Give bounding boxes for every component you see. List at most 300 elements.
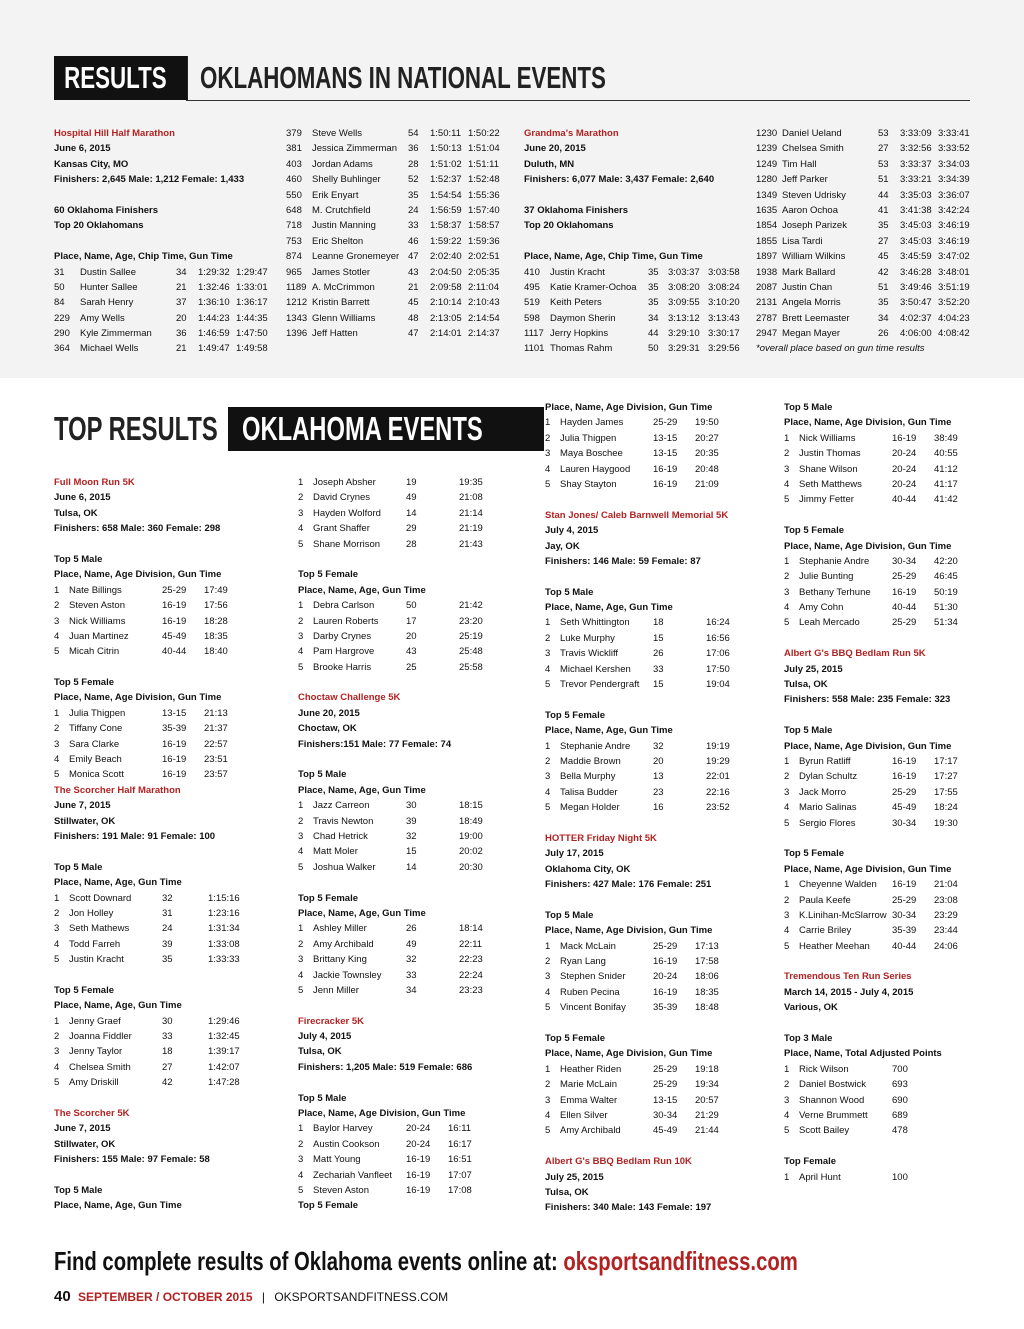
spacer	[298, 1075, 530, 1090]
cell: 3	[545, 648, 551, 660]
result-row	[54, 1029, 286, 1044]
cell: Jimmy Fetter	[799, 494, 854, 506]
result-row	[545, 1062, 777, 1077]
grandmas-column-2	[756, 126, 978, 357]
cell: 30	[162, 1015, 173, 1027]
cell: 23:20	[459, 615, 483, 627]
section-label: Finishers: 146 Male: 59 Female: 87	[545, 555, 701, 567]
cell: 18:28	[204, 615, 228, 627]
cell: 16:17	[448, 1138, 472, 1150]
spacer	[54, 968, 286, 983]
cell: Justin Kracht	[69, 954, 124, 966]
footer-banner	[54, 1246, 798, 1277]
cell: 3:08:20	[668, 281, 700, 293]
section-label: Top 5 Female	[54, 984, 115, 996]
result-row	[784, 908, 1016, 923]
section-label: July 4, 2015	[545, 525, 599, 537]
cell: 16-19	[653, 478, 678, 490]
spacer	[298, 675, 530, 690]
section-label: June 6, 2015	[54, 492, 111, 504]
result-row	[286, 311, 508, 326]
cell: 1:54:54	[430, 189, 462, 201]
cell: 3:13:12	[668, 312, 700, 324]
cell: 40-44	[892, 494, 917, 506]
result-row	[54, 583, 286, 598]
cell: 21	[176, 281, 187, 293]
cell: 18:15	[459, 800, 483, 812]
site-url: OKSPORTSANDFITNESS.COM	[274, 1290, 449, 1304]
cell: 35	[162, 954, 173, 966]
cell: 5	[298, 661, 304, 673]
cell: 20:35	[695, 448, 719, 460]
cell: 2	[545, 432, 551, 444]
cell: Trevor Pendergraft	[560, 679, 640, 691]
result-row	[545, 1108, 777, 1123]
section-label: Top 5 Male	[298, 769, 347, 781]
cell: 25-29	[892, 786, 917, 798]
cell: 5	[784, 940, 790, 952]
cell: 1	[298, 600, 304, 612]
cell: 16-19	[162, 754, 187, 766]
cell: 50	[406, 600, 417, 612]
section-label: June 7, 2015	[54, 800, 111, 812]
cell: Jon Holley	[69, 907, 114, 919]
cell: 3:49:46	[900, 281, 932, 293]
cell: 1:50:13	[430, 143, 462, 155]
national-title: OKLAHOMANS IN NATIONAL EVENTS	[200, 60, 606, 95]
cell: 17:07	[448, 1169, 472, 1181]
cell: 42	[878, 266, 889, 278]
cell: 1:58:37	[430, 220, 462, 232]
cell: 5	[54, 769, 60, 781]
cell: 49	[406, 938, 417, 950]
cell: 3:34:03	[938, 158, 970, 170]
result-row	[54, 341, 276, 356]
cell: Nick Williams	[69, 615, 126, 627]
cell: Stephanie Andre	[799, 555, 870, 567]
section-label: Place, Name, Age Division, Gun Time	[545, 402, 713, 413]
cell: Justin Manning	[312, 220, 376, 232]
footer-site-link[interactable]: oksportsandfitness.com	[563, 1246, 798, 1276]
cell: 1:57:40	[468, 204, 500, 216]
result-row	[784, 816, 1016, 831]
result-row	[54, 1060, 286, 1075]
result-row	[756, 157, 978, 172]
cell: 20-24	[892, 448, 917, 460]
result-row	[756, 326, 978, 341]
cell: 4	[54, 754, 60, 766]
spacer	[54, 1168, 286, 1183]
hospital-hill-column	[54, 126, 276, 357]
cell: 4	[54, 938, 60, 950]
result-row	[524, 265, 746, 280]
cell: 13-15	[653, 448, 678, 460]
gun-time-note: *overall place based on gun time results	[756, 343, 925, 355]
result-row	[756, 141, 978, 156]
cell: 16-19	[406, 1184, 431, 1196]
cell: 718	[286, 220, 302, 232]
cell: 16-19	[653, 956, 678, 968]
result-row	[784, 1170, 1016, 1185]
cell: 5	[298, 984, 304, 996]
race-title: Tremendous Ten Run Series	[784, 971, 912, 983]
column-header: Place, Name, Age, Chip Time, Gun Time	[524, 251, 703, 263]
cell: 4	[298, 523, 304, 535]
cell: 46	[408, 235, 419, 247]
section-label: Place, Name, Age Division, Gun Time	[298, 1108, 466, 1120]
cell: Dustin Sallee	[80, 266, 136, 278]
cell: Kristin Barrett	[312, 297, 370, 309]
section-label: Various, OK	[784, 1002, 838, 1014]
cell: 20-24	[892, 478, 917, 490]
cell: 20-24	[892, 463, 917, 475]
cell: 1:47:50	[236, 328, 268, 340]
result-row	[545, 477, 777, 492]
cell: 18:14	[459, 923, 483, 935]
cell: 3	[298, 830, 304, 842]
cell: Leah Mercado	[799, 617, 860, 629]
cell: 16-19	[653, 463, 678, 475]
cell: 1:51:02	[430, 158, 462, 170]
section-label: Finishers: 658 Male: 360 Female: 298	[54, 523, 221, 535]
cell: 25:19	[459, 630, 483, 642]
cell: Brittany King	[313, 954, 367, 966]
cell: 23:23	[459, 984, 483, 996]
cell: 5	[298, 1184, 304, 1196]
cell: April Hunt	[799, 1171, 841, 1183]
cell: 24:06	[934, 940, 958, 952]
result-row	[545, 939, 777, 954]
spacer	[545, 1016, 777, 1031]
section-label: Finishers:151 Male: 77 Female: 74	[298, 738, 452, 750]
cell: 1:29:47	[236, 266, 268, 278]
section-label: Finishers: 191 Male: 91 Female: 100	[54, 830, 216, 842]
cell: 15	[406, 846, 417, 858]
cell: Matt Moler	[313, 846, 358, 858]
cell: 5	[545, 1002, 551, 1014]
cell: Amy Driskill	[69, 1077, 119, 1089]
cell: 25	[406, 661, 417, 673]
race-title: The Scorcher Half Marathon	[54, 784, 181, 796]
cell: 35	[648, 281, 659, 293]
cell: 2947	[756, 328, 778, 340]
cell: 35	[648, 297, 659, 309]
cell: 14	[406, 507, 417, 519]
cell: 16-19	[162, 738, 187, 750]
race-title: Albert G's BBQ Bedlam Run 10K	[545, 1156, 692, 1168]
cell: Daniel Ueland	[782, 128, 842, 139]
cell: Daymon Sherin	[550, 312, 616, 324]
cell: 50	[648, 343, 659, 355]
cell: 2:05:35	[468, 266, 500, 278]
cell: 1:29:32	[198, 266, 230, 278]
cell: 1:55:36	[468, 189, 500, 201]
cell: Glenn Williams	[312, 312, 376, 324]
footer-text: Find complete results of Oklahoma events online at:	[54, 1246, 564, 1276]
cell: 19:19	[706, 740, 730, 752]
result-row	[784, 1062, 1016, 1077]
cell: 3:29:10	[668, 328, 700, 340]
cell: Nick Williams	[799, 432, 856, 444]
cell: 403	[286, 158, 302, 170]
result-row	[524, 326, 746, 341]
cell: 4	[54, 630, 60, 642]
local-column-3	[545, 400, 777, 1216]
cell: 1	[54, 707, 60, 719]
page-number: 40	[54, 1288, 71, 1305]
cell: Vincent Bonifay	[560, 1002, 626, 1014]
cell: 16-19	[162, 615, 187, 627]
result-row	[756, 280, 978, 295]
cell: 3	[545, 448, 551, 460]
result-row	[784, 1077, 1016, 1092]
cell: Shay Stayton	[560, 478, 617, 490]
cell: Emily Beach	[69, 754, 122, 766]
result-row	[54, 737, 286, 752]
race-title: Choctaw Challenge 5K	[298, 692, 401, 704]
cell: 1212	[286, 297, 308, 309]
cell: Julie Bunting	[799, 571, 854, 583]
cell: 25-29	[653, 1063, 678, 1075]
section-label: Place, Name, Age Division, Gun Time	[545, 1048, 713, 1060]
cell: 53	[878, 128, 889, 139]
ok-finishers: 60 Oklahoma Finishers	[54, 204, 159, 216]
cell: 26	[653, 648, 664, 660]
section-label: Top 5 Female	[545, 709, 606, 721]
grandmas-column	[524, 126, 746, 357]
cell: 598	[524, 312, 540, 324]
cell: 1:33:01	[236, 281, 268, 293]
cell: 2131	[756, 297, 778, 309]
cell: 35	[878, 297, 889, 309]
cell: Micah Citrin	[69, 646, 120, 658]
cell: 1:33:08	[208, 938, 240, 950]
result-row	[298, 952, 530, 967]
result-row	[784, 615, 1016, 630]
cell: Justin Thomas	[799, 448, 861, 460]
cell: 20-24	[653, 971, 678, 983]
race-title: Hospital Hill Half Marathon	[54, 128, 175, 139]
cell: 21	[176, 343, 187, 355]
cell: 4:08:42	[938, 328, 970, 340]
result-row	[756, 188, 978, 203]
cell: 1:59:36	[468, 235, 500, 247]
cell: 1	[784, 1063, 790, 1075]
cell: 13	[653, 771, 664, 783]
cell: 2	[298, 1138, 304, 1150]
cell: Maya Boschee	[560, 448, 623, 460]
cell: Brett Leemaster	[782, 312, 850, 324]
cell: Rick Wilson	[799, 1063, 849, 1075]
cell: 3:52:20	[938, 297, 970, 309]
cell: 1:44:35	[236, 312, 268, 324]
cell: 5	[784, 617, 790, 629]
section-label: Place, Name, Age, Gun Time	[298, 784, 426, 796]
cell: Jenn Miller	[313, 984, 359, 996]
result-row	[545, 800, 777, 815]
race-title: Grandma's Marathon	[524, 128, 619, 139]
section-label: Place, Name, Age Division, Gun Time	[784, 740, 952, 752]
cell: 21:14	[459, 507, 483, 519]
cell: 4	[545, 663, 551, 675]
section-label: June 7, 2015	[54, 1123, 111, 1135]
cell: Scott Downard	[69, 892, 132, 904]
cell: 3:46:28	[900, 266, 932, 278]
cell: 17:27	[934, 771, 958, 783]
cell: Thomas Rahm	[550, 343, 613, 355]
cell: 3:03:37	[668, 266, 700, 278]
cell: 519	[524, 297, 540, 309]
cell: 3	[784, 909, 790, 921]
cell: 3:29:56	[708, 343, 740, 355]
cell: M. Crutchfield	[312, 204, 371, 216]
cell: 965	[286, 266, 302, 278]
cell: 1897	[756, 251, 778, 263]
cell: 381	[286, 143, 302, 155]
section-label: Top 5 Male	[545, 909, 594, 921]
cell: 29	[406, 523, 417, 535]
cell: 3:33:37	[900, 158, 932, 170]
cell: 2787	[756, 312, 778, 324]
race-finishers: Finishers: 6,077 Male: 3,437 Female: 2,640	[524, 174, 715, 186]
cell: 33	[162, 1031, 173, 1043]
cell: 25:48	[459, 646, 483, 658]
cell: 4	[784, 925, 790, 937]
cell: 1938	[756, 266, 778, 278]
result-row	[298, 844, 530, 859]
cell: 22:57	[204, 738, 228, 750]
cell: Grant Shaffer	[313, 523, 370, 535]
section-label: July 17, 2015	[545, 848, 604, 860]
cell: 4	[54, 1061, 60, 1073]
cell: 1230	[756, 128, 778, 139]
cell: Marie McLain	[560, 1079, 618, 1091]
cell: Amy Cohn	[799, 602, 844, 614]
cell: Lauren Roberts	[313, 615, 379, 627]
cell: Eric Shelton	[312, 235, 364, 247]
result-row	[286, 218, 508, 233]
cell: 16-19	[406, 1169, 431, 1181]
spacer	[54, 234, 276, 249]
spacer	[298, 752, 530, 767]
cell: 4	[545, 463, 551, 475]
cell: 23:52	[706, 802, 730, 814]
section-label: Place, Name, Age Division, Gun Time	[54, 569, 222, 581]
cell: 1	[298, 923, 304, 935]
cell: 34	[878, 312, 889, 324]
cell: 3:33:41	[938, 128, 970, 139]
section-label: Place, Name, Age Division, Gun Time	[784, 540, 952, 552]
section-label: Tulsa, OK	[54, 507, 98, 519]
cell: Austin Cookson	[313, 1138, 380, 1150]
cell: 84	[54, 297, 65, 309]
cell: 2:13:05	[430, 312, 462, 324]
cell: 32	[653, 740, 664, 752]
section-label: Tulsa, OK	[784, 679, 828, 691]
cell: Dylan Schultz	[799, 771, 858, 783]
result-row	[545, 662, 777, 677]
cell: 30	[406, 800, 417, 812]
cell: 16:11	[448, 1123, 472, 1135]
section-label: Top 5 Female	[784, 525, 845, 537]
section-label: Top Female	[784, 1156, 837, 1168]
cell: 1	[54, 584, 60, 596]
cell: 17:56	[204, 600, 228, 612]
section-label: Place, Name, Age Division, Gun Time	[545, 925, 713, 937]
cell: 3:33:09	[900, 128, 932, 139]
section-label: Top 5 Male	[54, 1184, 103, 1196]
spacer	[784, 508, 1016, 523]
section-label: Finishers: 558 Male: 235 Female: 323	[784, 694, 951, 706]
cell: 1280	[756, 174, 778, 186]
result-row	[286, 188, 508, 203]
cell: Todd Farreh	[69, 938, 121, 950]
result-row	[54, 295, 276, 310]
result-row	[54, 326, 276, 341]
cell: 35-39	[162, 723, 187, 735]
cell: Jenny Taylor	[69, 1046, 123, 1058]
cell: 28	[406, 538, 417, 550]
cell: 1635	[756, 204, 778, 216]
result-row	[545, 739, 777, 754]
cell: 1117	[524, 328, 544, 340]
cell: 21:37	[204, 723, 228, 735]
cell: 3	[545, 1094, 551, 1106]
cell: 1349	[756, 189, 778, 201]
cell: Seth Mathews	[69, 923, 130, 935]
cell: 21:42	[459, 600, 483, 612]
cell: 30-34	[892, 817, 917, 829]
cell: 5	[54, 954, 60, 966]
top-label: Top 20 Oklahomans	[524, 220, 614, 232]
cell: 1:52:37	[430, 174, 462, 186]
result-row	[286, 141, 508, 156]
cell: 18:40	[204, 646, 228, 658]
result-row	[784, 769, 1016, 784]
result-row	[286, 157, 508, 172]
result-row	[784, 1093, 1016, 1108]
result-row	[298, 829, 530, 844]
cell: 1:49:47	[198, 343, 230, 355]
cell: 19:50	[695, 417, 719, 429]
cell: 3	[54, 1046, 60, 1058]
race-title: HOTTER Friday Night 5K	[545, 832, 657, 844]
cell: Steven Aston	[69, 600, 125, 612]
cell: 16-19	[892, 771, 917, 783]
cell: 17:58	[695, 956, 719, 968]
cell: 690	[892, 1094, 908, 1106]
cell: Joseph Absher	[313, 477, 376, 488]
cell: 44	[648, 328, 659, 340]
section-label: Top 5 Female	[298, 1200, 359, 1212]
cell: Scott Bailey	[799, 1125, 850, 1137]
cell: 28	[408, 158, 419, 170]
cell: 4	[784, 1109, 790, 1121]
result-row	[54, 644, 286, 659]
cell: 21:44	[695, 1125, 719, 1137]
top-results-title: TOP RESULTS	[54, 410, 218, 447]
result-row	[298, 1183, 530, 1198]
result-row	[784, 1108, 1016, 1123]
cell: Monica Scott	[69, 769, 124, 781]
result-row	[54, 767, 286, 782]
cell: Hunter Sallee	[80, 281, 138, 293]
cell: 2	[298, 492, 304, 504]
cell: 1:46:59	[198, 328, 230, 340]
cell: Byrun Ratliff	[799, 755, 851, 767]
cell: 3:36:07	[938, 189, 970, 201]
cell: Heather Meehan	[799, 940, 870, 952]
